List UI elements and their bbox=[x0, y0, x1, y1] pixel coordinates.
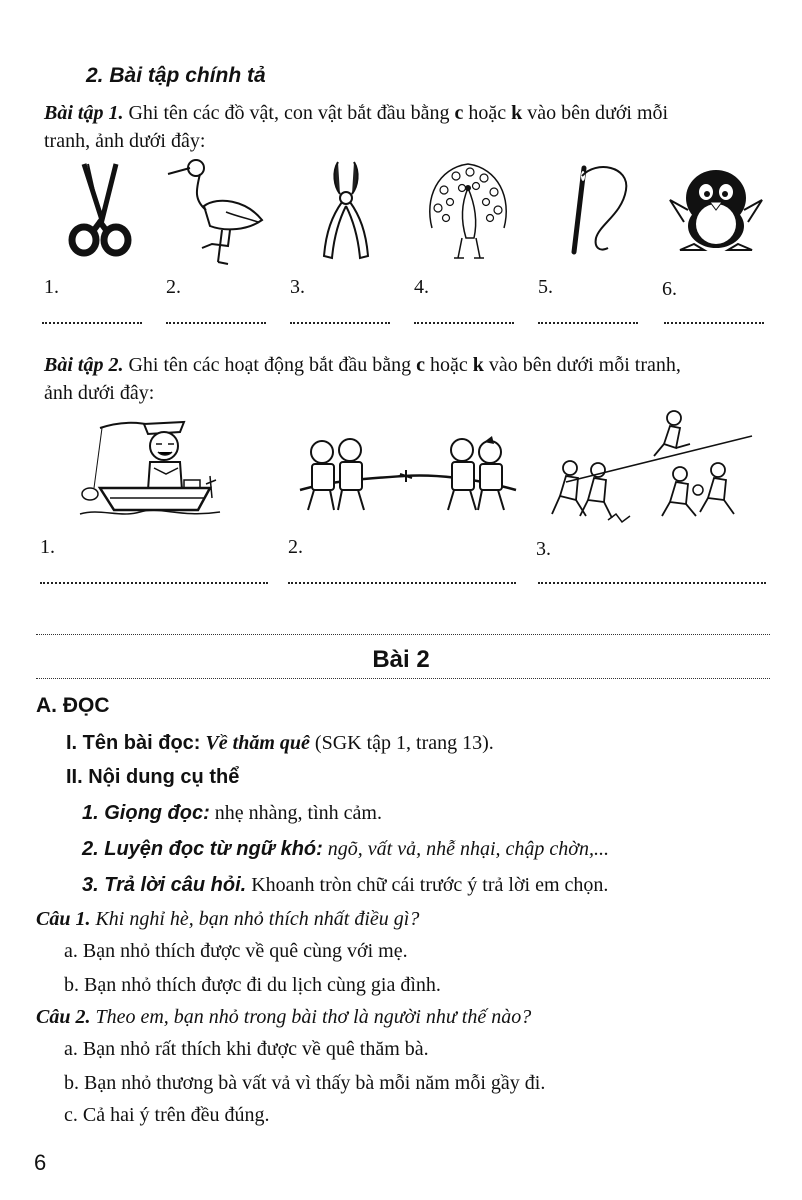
question-2-option-b[interactable]: b. Bạn nhỏ thương bà vất vả vì thấy bà mỗi năm mỗi gầy đi. bbox=[64, 1072, 546, 1094]
tug-of-war-icon bbox=[294, 436, 520, 516]
point-1 bbox=[82, 800, 772, 826]
exercise-1-prompt bbox=[44, 100, 774, 126]
lesson-title: Bài 2 bbox=[372, 646, 430, 673]
reading-reference: (SGK tập 1, trang 13). bbox=[309, 732, 494, 754]
ex1-number-5: 5. bbox=[538, 276, 553, 298]
letter-k-2: k bbox=[472, 354, 484, 376]
exercise-2-prompt-line2: ảnh dưới đây: bbox=[44, 382, 155, 404]
exercise-2-or: hoặc bbox=[425, 354, 473, 376]
question-1-label: Câu 1. bbox=[36, 908, 91, 930]
needle-icon bbox=[556, 164, 636, 260]
section-title: 2. Bài tập chính tả bbox=[86, 64, 266, 87]
point-3 bbox=[82, 872, 782, 898]
point-3-text: Khoanh tròn chữ cái trước ý trả lời em chọn. bbox=[246, 874, 609, 896]
exercise-1-or: hoặc bbox=[463, 102, 512, 124]
point-3-label: 3. Trả lời câu hỏi. bbox=[82, 874, 247, 896]
page-number: 6 bbox=[34, 1150, 47, 1175]
question-1-text: Khi nghỉ hè, bạn nhỏ thích nhất điều gì? bbox=[90, 908, 420, 930]
ex1-answer-line-3[interactable] bbox=[290, 322, 390, 324]
ex1-number-2: 2. bbox=[166, 276, 181, 298]
question-1 bbox=[36, 906, 776, 932]
question-2-option-a[interactable]: a. Bạn nhỏ rất thích khi được về quê thăm bà. bbox=[64, 1038, 429, 1060]
letter-k: k bbox=[511, 102, 523, 124]
ex1-answer-line-2[interactable] bbox=[166, 322, 266, 324]
section-a-heading: A. ĐỌC bbox=[36, 694, 110, 717]
ex1-answer-line-5[interactable] bbox=[538, 322, 638, 324]
ex1-answer-line-6[interactable] bbox=[664, 322, 764, 324]
point-1-label: 1. Giọng đọc: bbox=[82, 802, 210, 824]
lesson-divider-bottom bbox=[36, 678, 770, 679]
penguin-icon bbox=[668, 166, 764, 256]
ex2-number-3: 3. bbox=[536, 538, 551, 560]
ex2-answer-line-3[interactable] bbox=[538, 582, 766, 584]
soccer-icon bbox=[546, 404, 756, 526]
section-ii-heading: II. Nội dung cụ thể bbox=[66, 766, 240, 788]
ex2-number-2: 2. bbox=[288, 536, 303, 558]
exercise-1-label: Bài tập 1. bbox=[44, 102, 124, 124]
ex2-answer-line-2[interactable] bbox=[288, 582, 516, 584]
ex2-number-1: 1. bbox=[40, 536, 55, 558]
ex1-number-1: 1. bbox=[44, 276, 59, 298]
question-2 bbox=[36, 1004, 776, 1030]
point-2-label: 2. Luyện đọc từ ngữ khó: bbox=[82, 838, 323, 860]
stork-icon bbox=[166, 156, 270, 268]
question-1-option-b[interactable]: b. Bạn nhỏ thích được đi du lịch cùng gia đình. bbox=[64, 974, 441, 996]
exercise-1-text-end: vào bên dưới mỗi bbox=[522, 102, 669, 124]
letter-c-2: c bbox=[416, 354, 426, 376]
question-2-option-c[interactable]: c. Cả hai ý trên đều đúng. bbox=[64, 1104, 270, 1126]
exercise-2-prompt bbox=[44, 352, 774, 378]
ex1-answer-line-1[interactable] bbox=[42, 322, 142, 324]
exercise-1-text: Ghi tên các đồ vật, con vật bắt đầu bằng bbox=[123, 102, 455, 124]
peacock-icon bbox=[418, 158, 518, 268]
exercise-2-text-end: vào bên dưới mỗi tranh, bbox=[483, 354, 681, 376]
exercise-1-prompt-line2: tranh, ảnh dưới đây: bbox=[44, 130, 206, 152]
letter-c: c bbox=[454, 102, 464, 124]
question-2-text: Theo em, bạn nhỏ trong bài thơ là người như thế nào? bbox=[90, 1006, 532, 1028]
reading-title-line bbox=[66, 730, 766, 756]
ex1-number-4: 4. bbox=[414, 276, 429, 298]
reading-title: Về thăm quê bbox=[200, 732, 310, 754]
point-1-text: nhẹ nhàng, tình cảm. bbox=[209, 802, 382, 824]
ex1-answer-line-4[interactable] bbox=[414, 322, 514, 324]
ex1-number-3: 3. bbox=[290, 276, 305, 298]
point-2-text: ngõ, vất vả, nhễ nhại, chập chờn,... bbox=[322, 838, 609, 860]
fishing-icon bbox=[70, 418, 230, 520]
question-1-option-a[interactable]: a. Bạn nhỏ thích được về quê cùng với mẹ. bbox=[64, 940, 408, 962]
ex1-number-6: 6. bbox=[662, 278, 677, 300]
question-2-label: Câu 2. bbox=[36, 1006, 91, 1028]
pliers-icon bbox=[316, 160, 376, 264]
exercise-2-label: Bài tập 2. bbox=[44, 354, 124, 376]
ex2-answer-line-1[interactable] bbox=[40, 582, 268, 584]
exercise-2-text: Ghi tên các hoạt động bắt đầu bằng bbox=[123, 354, 417, 376]
point-2 bbox=[82, 836, 772, 862]
scissors-icon bbox=[66, 160, 134, 260]
reading-title-label: I. Tên bài đọc: bbox=[66, 732, 201, 754]
lesson-divider-top bbox=[36, 634, 770, 635]
